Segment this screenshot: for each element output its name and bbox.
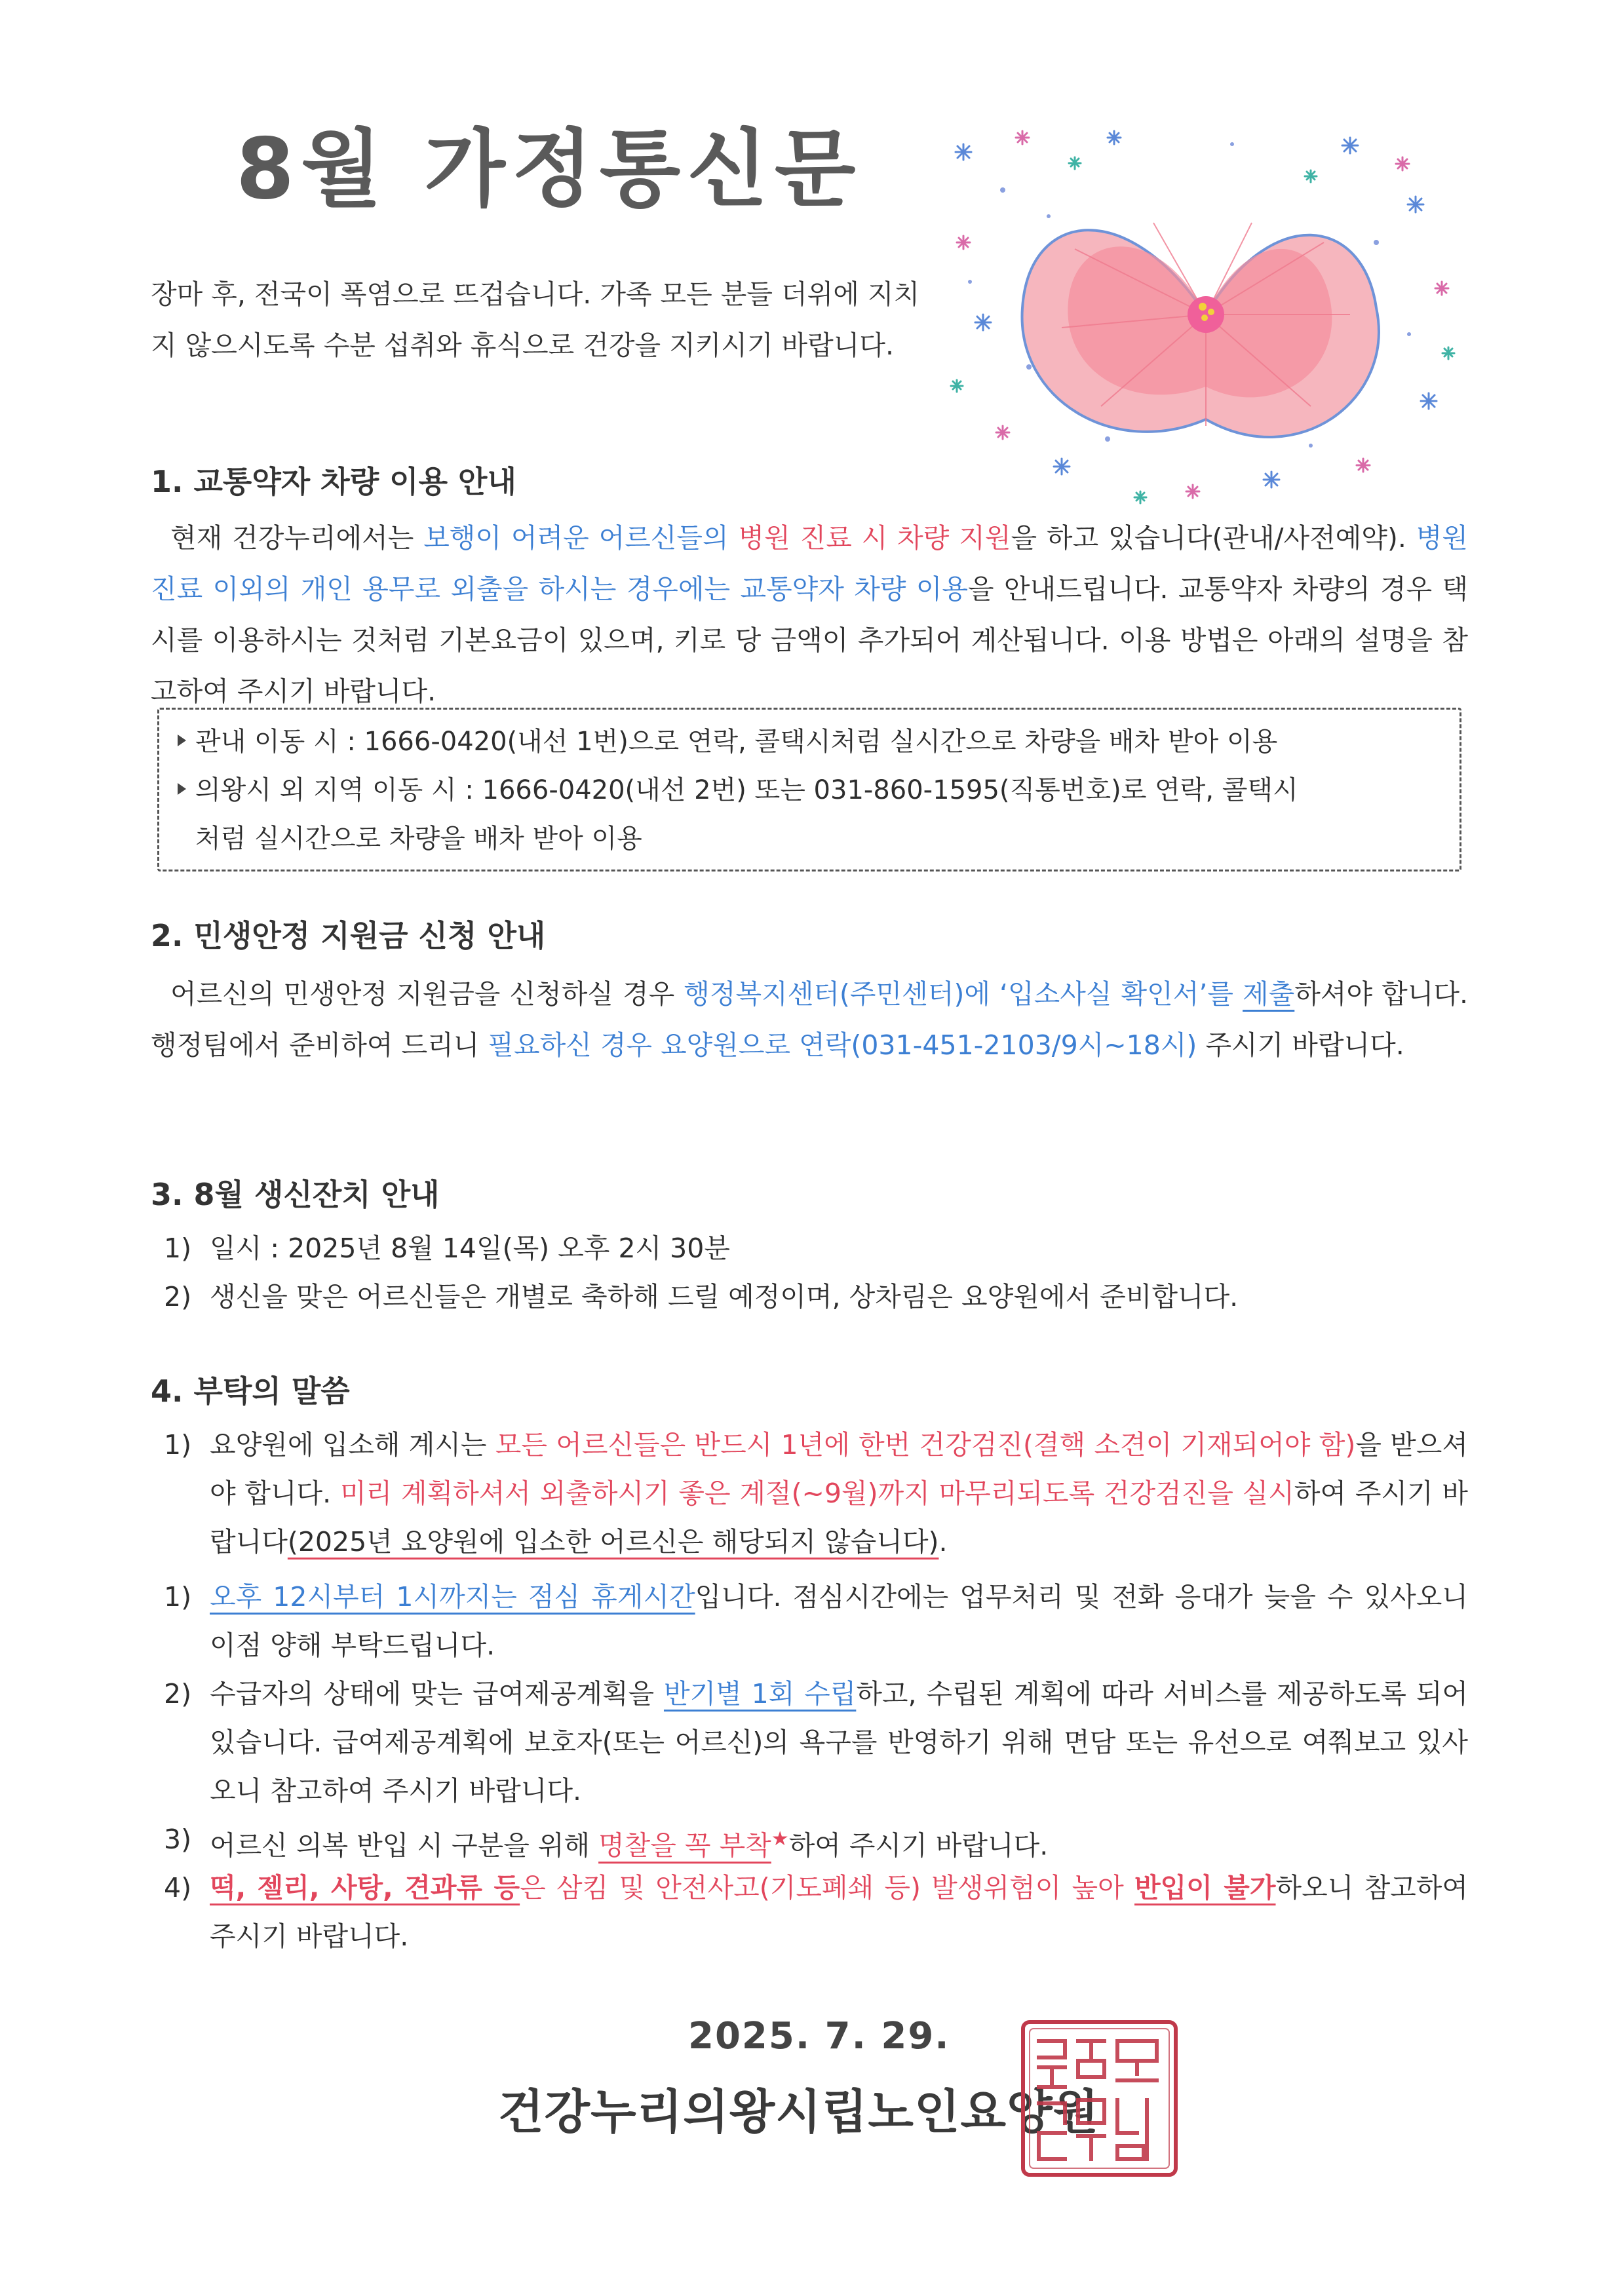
flower-illustration [944,118,1468,505]
item1-text-f: (2025년 요양원에 입소한 어르신은 해당되지 않습니다) [287,1526,939,1558]
section4-item5-number: 4) [164,1872,192,1904]
item4-text-b: 명찰을 꼭 부착 [598,1829,771,1862]
item5-text-a: 떡, 젤리, 사탕, 견과류 등 [210,1872,520,1904]
box-line-1-text: 관내 이동 시 : 1666-0420(내선 1번)으로 연락, 콜택시처럼 실시간으로 차량을 배차 받아 이용 [195,727,1278,757]
section4-item3 [210,1670,1468,1815]
document-date: 2025. 7. 29. [688,2015,950,2057]
item1-text-b: 모든 어르신들은 반드시 1년에 한번 건강검진(결핵 소견이 기재되어야 함) [495,1429,1356,1461]
section2-paragraph [151,968,1468,1071]
section4-item3-number: 2) [164,1678,192,1710]
section2-text-6: 주시기 바랍니다. [1197,1029,1404,1061]
section1-text-2: 보행이 어려운 어르신들의 [423,522,739,554]
section1-text-5: 병원 진료 이외의 개인 용무로 외출을 하시는 경우에는 교통약자 차량 이용 [151,522,1469,605]
item5-text-b: 은 삼킴 및 안전사고(기도폐쇄 등) 발생위험이 높아 [520,1872,1134,1904]
section1-paragraph [151,512,1468,717]
triangle-bullet-icon [178,735,186,746]
section3-item2-number: 2) [164,1281,192,1312]
box-line-2 [178,766,1298,814]
section2-text-4: 하셔야 합니다. 행정팀에서 준비하여 드리니 [151,978,1469,1061]
organization-name: 건강누리의왕시립노인요양원 [498,2084,1100,2139]
section1-text-6: 을 안내드립니다. 교통약자 차량의 경우 택시를 이용하시는 것처럼 기본요금이 있으며, 키로 당 금액이 추가되어 계산됩니다. 이용 방법은 아래의 설명을 참고하여 주시기 바랍니다. [151,573,1468,707]
item3-text-a: 수급자의 상태에 맞는 급여제공계획을 [210,1678,664,1710]
triangle-bullet-icon [178,783,186,795]
section4-item4 [210,1815,1468,1870]
section1-heading: 1. 교통약자 차량 이용 안내 [151,464,516,499]
item1-text-e: 하여 주시기 바랍니다 [210,1478,1468,1558]
star-icon: ★ [771,1827,789,1850]
section4-item2-number: 1) [164,1581,192,1613]
section3-item1-number: 1) [164,1233,192,1264]
box-line-2-text: 의왕시 외 지역 이동 시 : 1666-0420(내선 2번) 또는 031-860-1595(직통번호)로 연락, 콜택시 [195,775,1298,805]
section3-item1: 일시 : 2025년 8월 14일(목) 오후 2시 30분 [210,1233,730,1264]
box-line-1 [178,718,1277,766]
section4-heading: 4. 부탁의 말씀 [151,1373,350,1409]
section1-text-3: 병원 진료 시 차량 지원 [738,522,1011,554]
item2-text-a: 오후 12시부터 1시까지는 점심 휴게시간 [210,1581,695,1613]
item5-text-d: 하오니 참고하여 주시기 바랍니다. [210,1872,1469,1952]
section2-text-5: 필요하신 경우 요양원으로 연락(031-451-2103/9시~18시) [488,1029,1197,1061]
section2-heading: 2. 민생안정 지원금 신청 안내 [151,918,546,953]
box-line-3: 처럼 실시간으로 차량을 배차 받아 이용 [195,824,642,854]
section3-item2: 생신을 맞은 어르신들은 개별로 축하해 드릴 예정이며, 상차림은 요양원에서 준비합니다. [210,1281,1239,1312]
section2-text-2: 행정복지센터(주민센터)에 ‘입소사실 확인서’를 [684,978,1243,1010]
section4-item1 [210,1421,1468,1566]
item5-text-c: 반입이 불가 [1134,1872,1276,1904]
intro-text: 장마 후, 전국이 폭염으로 뜨겁습니다. 가족 모든 분들 더위에 지치지 않으시도록 수분 섭취와 휴식으로 건강을 지키시기 바랍니다. [151,278,920,361]
section4-item4-number: 3) [164,1824,192,1855]
section4-item2 [210,1573,1468,1670]
item3-text-b: 반기별 1회 수립 [663,1678,857,1710]
page-title: 8월 가정통신문 [236,121,862,218]
item1-text-d: 미리 계획하셔서 외출하시기 좋은 계절(~9월)까지 마무리되도록 건강검진을 실시 [339,1478,1294,1509]
item4-text-a: 어르신 의복 반입 시 구분을 위해 [210,1829,599,1862]
official-seal-stamp [1019,2018,1180,2179]
item1-text-c: 을 받으셔야 합니다. [210,1429,1468,1509]
item3-text-c: 하고, 수립된 계획에 따라 서비스를 제공하도록 되어있습니다. 급여제공계획에 보호자(또는 어르신)의 욕구를 반영하기 위해 면담 또는 유선으로 여쭤보고 있사오니 참고하여 주시기 바랍니다. [210,1678,1468,1807]
item4-text-c: 하여 주시기 바랍니다. [788,1829,1049,1862]
section4-item1-number: 1) [164,1429,192,1461]
section1-text-4: 을 하고 있습니다(관내/사전예약). [1011,522,1416,554]
item1-text-a: 요양원에 입소해 계시는 [210,1429,495,1461]
section4-item5 [210,1864,1468,1961]
vehicle-info-box [157,708,1461,871]
section3-heading: 3. 8월 생신잔치 안내 [151,1177,440,1212]
item2-text-b: 입니다. 점심시간에는 업무처리 및 전화 응대가 늦을 수 있사오니 이점 양해 부탁드립니다. [210,1581,1468,1661]
section2-text-1: 어르신의 민생안정 지원금을 신청하실 경우 [170,978,684,1010]
item1-text-g: . [938,1526,948,1558]
section1-text-1: 현재 건강누리에서는 [170,522,424,554]
section2-text-3: 제출 [1243,978,1295,1010]
